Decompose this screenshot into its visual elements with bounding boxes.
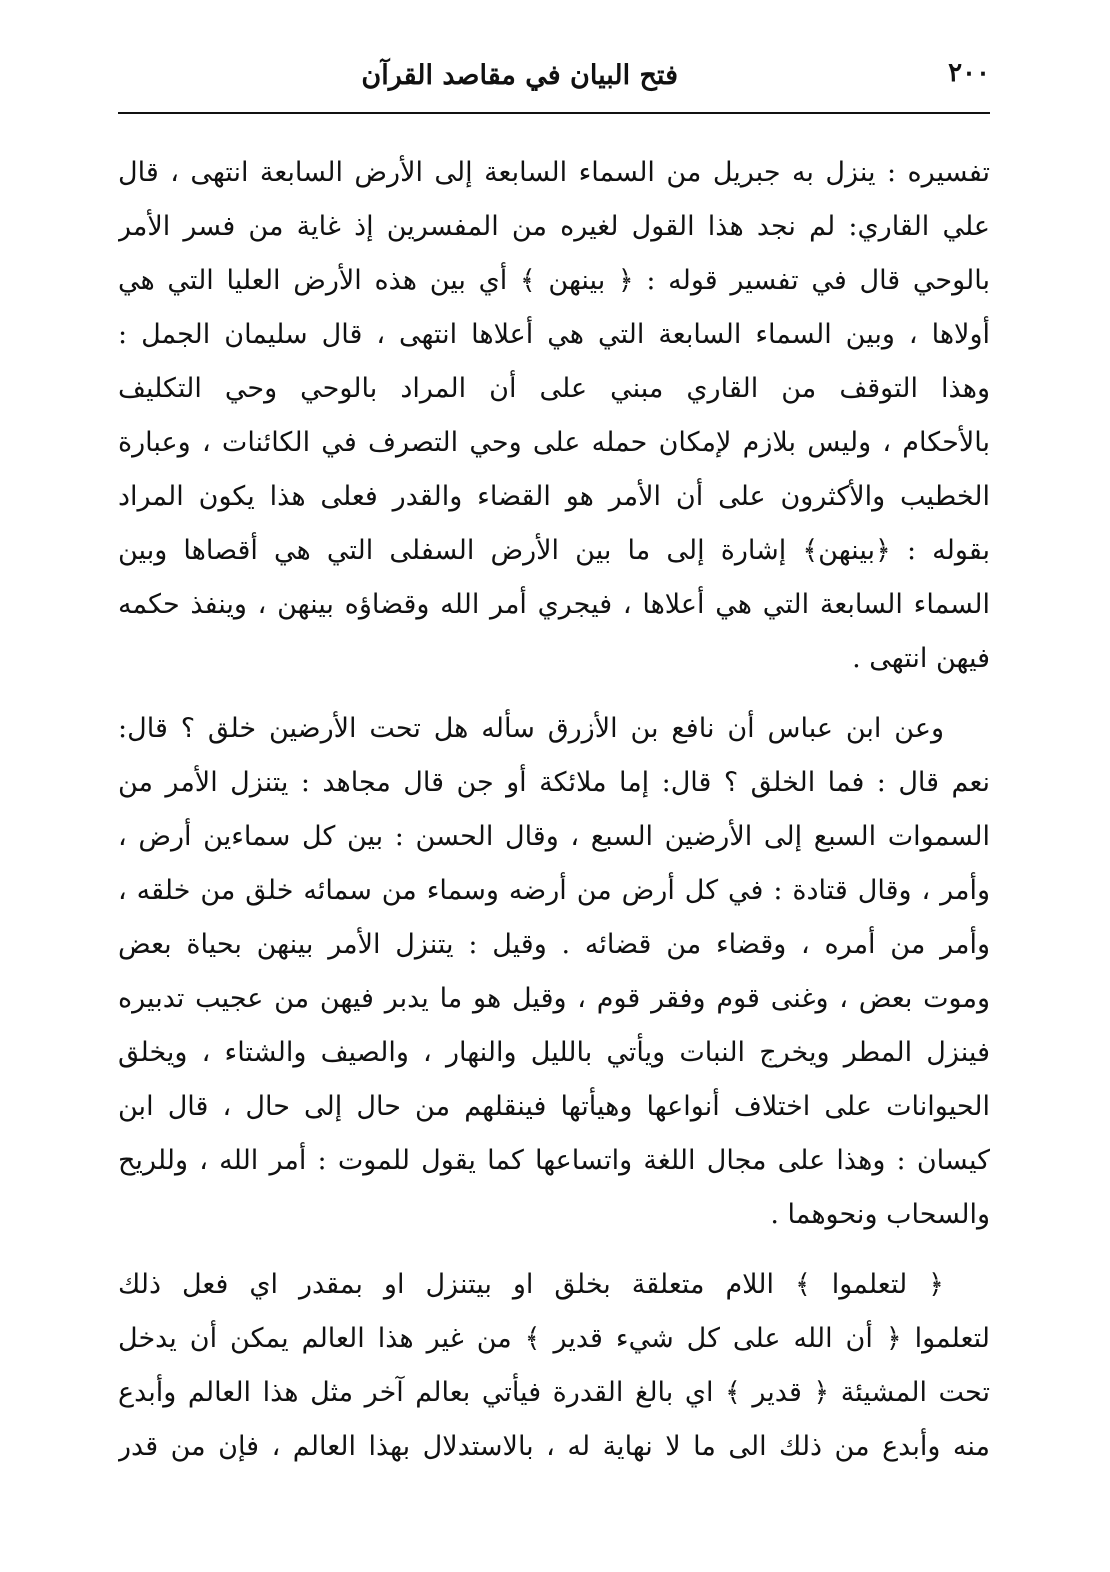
text-line: بالأحكام ، وليس بلازم لإمكان حمله على وحي التصرف في الكائنات ، وعبارة	[118, 427, 990, 458]
text-line: لتعلموا ﴿ أن الله على كل شيء قدير ﴾ من غير هذا العالم يمكن أن يدخل	[118, 1323, 990, 1354]
text-line: السماء السابعة التي هي أعلاها ، فيجري أمر الله وقضاؤه بينهن ، وينفذ حكمه	[118, 589, 990, 620]
text-line: الحيوانات على اختلاف أنواعها وهيأتها فينقلهم من حال إلى حال ، قال ابن	[118, 1091, 990, 1122]
text-line: علي القاري: لم نجد هذا القول لغيره من المفسرين إذ غاية من فسر الأمر	[118, 211, 990, 242]
paragraph-3	[118, 1258, 990, 1474]
text-line: بالوحي قال في تفسير قوله : ﴿ بينهن ﴾ أي بين هذه الأرض العليا التي هي	[118, 265, 990, 296]
text-line: نعم قال : فما الخلق ؟ قال: إما ملائكة أو جن قال مجاهد : يتنزل الأمر من	[118, 767, 990, 798]
paragraph-2	[118, 702, 990, 1242]
text-line: الخطيب والأكثرون على أن الأمر هو القضاء والقدر فعلى هذا يكون المراد	[118, 481, 990, 512]
text-line: ﴿ لتعلموا ﴾ اللام متعلقة بخلق او بيتنزل او بمقدر اي فعل ذلك	[118, 1269, 944, 1300]
text-line: تفسيره : ينزل به جبريل من السماء السابعة إلى الأرض السابعة انتهى ، قال	[118, 157, 990, 188]
paragraph-1	[118, 146, 990, 686]
text-line: السموات السبع إلى الأرضين السبع ، وقال الحسن : بين كل سماءين أرض ،	[118, 821, 990, 852]
text-line: تحت المشيئة ﴿ قدير ﴾ اي بالغ القدرة فيأتي بعالم آخر مثل هذا العالم وأبدع	[118, 1377, 990, 1408]
text-line: كيسان : وهذا على مجال اللغة واتساعها كما يقول للموت : أمر الله ، وللريح	[118, 1145, 990, 1176]
text-line: وموت بعض ، وغنى قوم وفقر قوم ، وقيل هو ما يدبر فيهن من عجيب تدبيره	[118, 983, 990, 1014]
text-line: وأمر من أمره ، وقضاء من قضائه . وقيل : يتنزل الأمر بينهن بحياة بعض	[118, 929, 990, 960]
text-line: فيهن انتهى .	[852, 643, 990, 674]
running-header	[118, 52, 990, 108]
page-number: ٢٠٠	[948, 58, 990, 88]
header-divider	[118, 112, 990, 114]
text-line: والسحاب ونحوهما .	[770, 1199, 990, 1230]
text-line: أولاها ، وبين السماء السابعة التي هي أعلاها انتهى ، قال سليمان الجمل :	[118, 319, 990, 350]
text-line: وعن ابن عباس أن نافع بن الأزرق سأله هل تحت الأرضين خلق ؟ قال:	[118, 713, 944, 744]
text-line: بقوله : ﴿بينهن﴾ إشارة إلى ما بين الأرض السفلى التي هي أقصاها وبين	[118, 535, 990, 566]
text-line: فينزل المطر ويخرج النبات ويأتي بالليل والنهار ، والصيف والشتاء ، ويخلق	[118, 1037, 990, 1068]
book-title: فتح البيان في مقاصد القرآن	[361, 60, 678, 91]
text-line: وأمر ، وقال قتادة : في كل أرض من أرضه وسماء من سمائه خلق من خلقه ،	[118, 875, 990, 906]
text-line: منه وأبدع من ذلك الى ما لا نهاية له ، بالاستدلال بهذا العالم ، فإن من قدر	[118, 1431, 990, 1462]
text-line: وهذا التوقف من القاري مبني على أن المراد بالوحي وحي التكليف	[118, 373, 990, 404]
